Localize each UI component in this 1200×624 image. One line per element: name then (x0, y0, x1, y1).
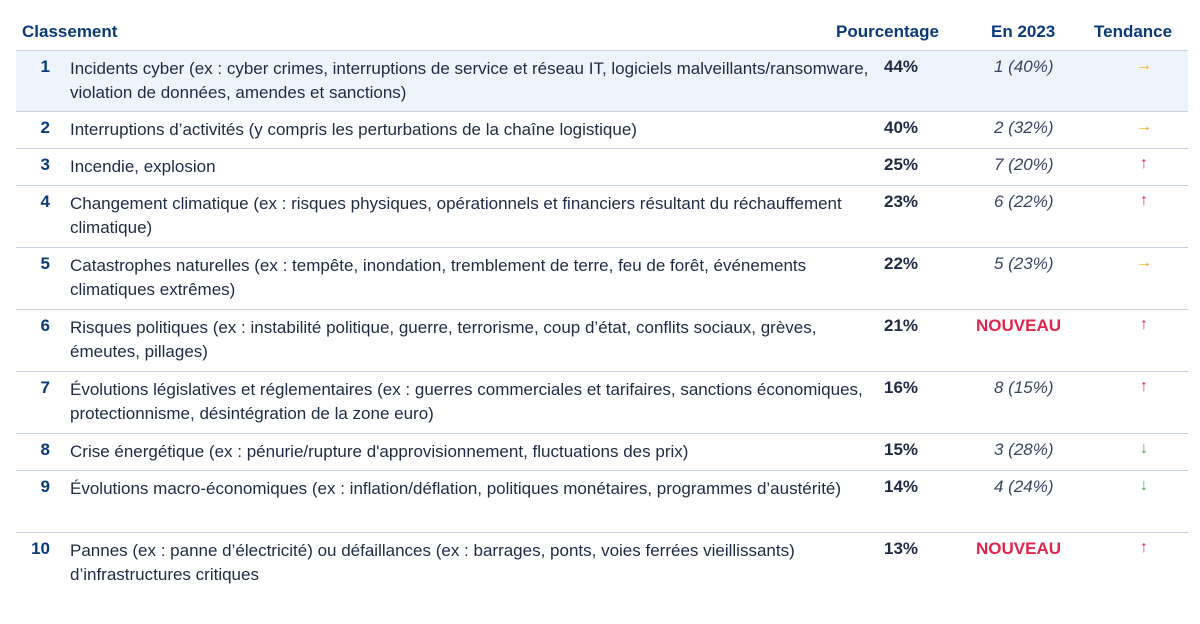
row-percentage: 44% (884, 57, 919, 76)
row-percentage: 40% (884, 118, 919, 137)
table-row (16, 434, 1188, 471)
row-rank: 3 (40, 155, 50, 174)
arrow-up-icon: ↑ (1140, 155, 1148, 172)
row-year-2023: 2 (32%) (994, 118, 1054, 137)
row-label: Évolutions législatives et réglementaires (ex : guerres commerciales et tarifaires, sanctions économiques, protectionnisme, désintégration de la zone euro) (70, 380, 863, 423)
row-rank: 7 (40, 378, 50, 397)
header-trend: Tendance (1094, 22, 1173, 41)
arrow-up-icon: ↑ (1140, 378, 1148, 395)
row-percentage: 13% (884, 539, 919, 558)
table-row (16, 248, 1188, 310)
arrow-right-icon: → (1136, 57, 1152, 74)
arrow-down-icon: ↓ (1140, 477, 1148, 494)
arrow-up-icon: ↑ (1140, 539, 1148, 556)
row-rank: 2 (40, 118, 50, 137)
row-year-2023: 5 (23%) (994, 254, 1054, 273)
row-year-2023: 4 (24%) (994, 477, 1054, 496)
row-label: Incendie, explosion (70, 157, 216, 176)
arrow-right-icon: → (1136, 118, 1152, 135)
row-rank: 9 (40, 477, 50, 496)
row-label: Pannes (ex : panne d’électricité) ou défaillances (ex : barrages, ponts, voies ferrées vieillissants) d’infrastructures critiques (70, 541, 795, 584)
header-year-2023: En 2023 (991, 22, 1056, 41)
table-body (16, 50, 1188, 595)
row-rank: 8 (40, 440, 50, 459)
row-label: Catastrophes naturelles (ex : tempête, inondation, tremblement de terre, feu de forêt, événements climatiques extrêmes) (70, 256, 807, 299)
table-row (16, 50, 1188, 112)
row-year-2023: 8 (15%) (994, 378, 1054, 397)
row-percentage: 23% (884, 192, 919, 211)
arrow-down-icon: ↓ (1140, 440, 1148, 457)
table-row (16, 471, 1188, 533)
row-year-2023: NOUVEAU (976, 316, 1062, 335)
table-row (16, 112, 1188, 149)
table-row (16, 186, 1188, 248)
row-year-2023: NOUVEAU (976, 539, 1062, 558)
row-label: Évolutions macro-économiques (ex : inflation/déflation, politiques monétaires, programmes d’austérité) (70, 479, 842, 498)
table-row (16, 372, 1188, 434)
row-rank: 6 (40, 316, 50, 335)
row-label: Changement climatique (ex : risques physiques, opérationnels et financiers résultant du réchauffement climatique) (70, 194, 842, 237)
row-percentage: 21% (884, 316, 919, 335)
row-label: Incidents cyber (ex : cyber crimes, interruptions de service et réseau IT, logiciels malveillants/ransomware, violation de données, amendes et sanctions) (70, 59, 869, 102)
row-year-2023: 7 (20%) (994, 155, 1054, 174)
row-percentage: 22% (884, 254, 919, 273)
row-rank: 4 (40, 192, 50, 211)
arrow-up-icon: ↑ (1140, 192, 1148, 209)
arrow-right-icon: → (1136, 254, 1152, 271)
row-label: Risques politiques (ex : instabilité politique, guerre, terrorisme, coup d’état, conflits sociaux, grèves, émeutes, pillages) (70, 318, 817, 361)
row-rank: 10 (31, 539, 50, 558)
row-percentage: 14% (884, 477, 919, 496)
table-row (16, 310, 1188, 372)
row-percentage: 15% (884, 440, 919, 459)
table-header (0, 18, 1200, 48)
row-year-2023: 3 (28%) (994, 440, 1054, 459)
row-label: Crise énergétique (ex : pénurie/rupture d'approvisionnement, fluctuations des prix) (70, 442, 689, 461)
row-label: Interruptions d’activités (y compris les perturbations de la chaîne logistique) (70, 120, 637, 139)
arrow-up-icon: ↑ (1140, 316, 1148, 333)
row-percentage: 16% (884, 378, 919, 397)
row-percentage: 25% (884, 155, 919, 174)
header-percentage: Pourcentage (836, 22, 939, 41)
table-row (16, 149, 1188, 186)
row-year-2023: 6 (22%) (994, 192, 1054, 211)
table-row (16, 533, 1188, 595)
row-rank: 5 (40, 254, 50, 273)
row-rank: 1 (40, 57, 50, 76)
header-rank: Classement (22, 22, 118, 41)
row-year-2023: 1 (40%) (994, 57, 1054, 76)
